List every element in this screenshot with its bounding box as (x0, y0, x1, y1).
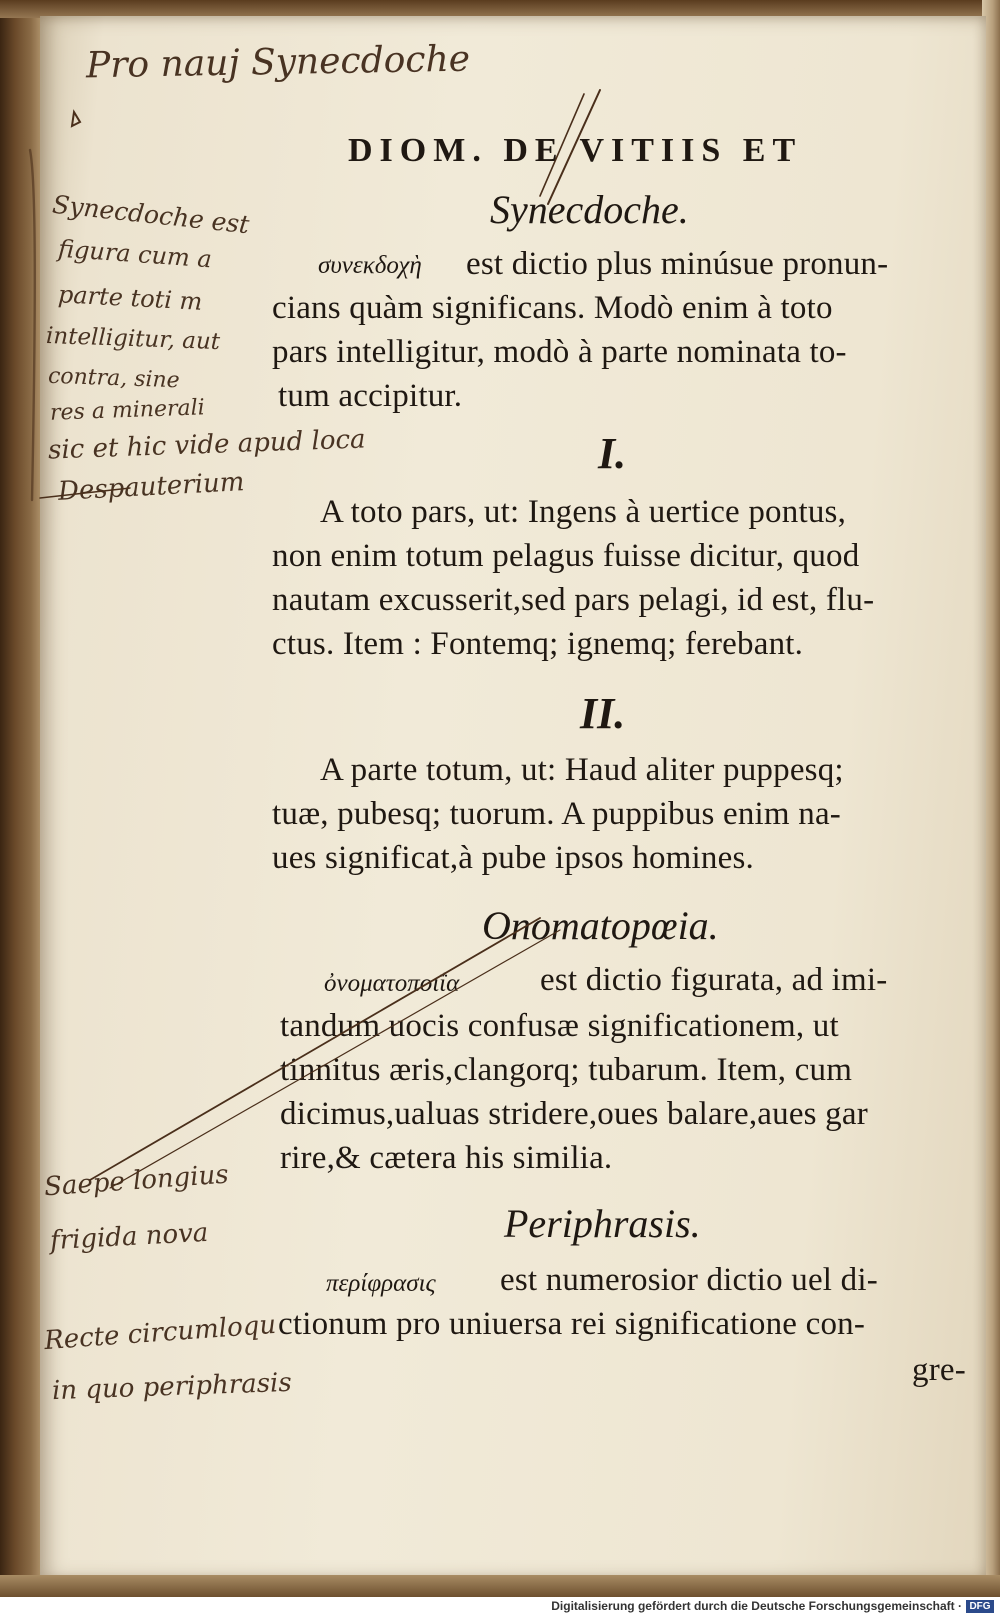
periphrasis-line-1: est numerosior dictio uel di- (500, 1262, 878, 1298)
margin-note-synecdoche-4: intelligitur, aut (45, 322, 221, 356)
margin-note-periphrasis-4: in quo periphrasis (51, 1367, 293, 1407)
synecdoche-line-3: pars intelligitur, modò à parte nominata to- (272, 334, 847, 370)
periphrasis-greek-term: περίφρασις (326, 1270, 436, 1297)
part-one-line-4: ctus. Item : Fontemq; ignemq; ferebant. (272, 626, 804, 662)
part-two-line-2: tuæ, pubesq; tuorum. A puppibus enim na- (272, 796, 841, 832)
margin-note-periphrasis-1: Saepe longius (43, 1159, 230, 1203)
onomatopoeia-line-4: dicimus,ualuas stridere,oues balare,aues gar (280, 1096, 868, 1132)
margin-note-synecdoche-2: figura cum a (57, 234, 213, 274)
digitization-footer (0, 1597, 1000, 1617)
onomatopoeia-title: Onomatopœia. (482, 903, 719, 948)
margin-note-periphrasis-3: Recte circumloqu (43, 1309, 278, 1357)
part-one-line-1: A toto pars, ut: Ingens à uertice pontus, (320, 494, 847, 530)
margin-note-synecdoche-1: Synecdoche est (51, 189, 251, 240)
handwritten-top-note: Pro nauj Synecdoche (85, 38, 471, 87)
pen-stroke-long-diagonal-2 (110, 930, 560, 1188)
synecdoche-line-1: est dictio plus minúsue pronun- (466, 246, 889, 282)
onomatopoeia-line-1: est dictio figurata, ad imi- (540, 962, 888, 998)
periphrasis-title: Periphrasis. (504, 1201, 701, 1246)
part-one-line-3: nautam excusserit,sed pars pelagi, id est, flu- (272, 582, 875, 618)
margin-note-synecdoche-3: parte toti m (57, 280, 204, 316)
part-one-line-2: non enim totum pelagus fuisse dicitur, quod (272, 538, 860, 574)
onomatopoeia-greek-term: ὀνοματοποιΐα (324, 970, 460, 997)
synecdoche-line-2: cians quàm significans. Modò enim à toto (272, 290, 833, 326)
pen-stroke-slash-top-2 (540, 94, 584, 196)
pen-stroke-long-diagonal-1 (90, 918, 540, 1180)
part-two-line-1: A parte totum, ut: Haud aliter puppesq; (320, 752, 844, 788)
onomatopoeia-line-3: tinnitus æris,clangorq; tubarum. Item, cum (280, 1052, 853, 1088)
part-two-line-3: ues significat,à pube ipsos homines. (272, 840, 754, 876)
synecdoche-greek-term: συνεκδοχὴ (318, 252, 422, 279)
margin-note-synecdoche-8: Despauterium (57, 467, 246, 507)
pen-stroke-slash-top (548, 90, 600, 204)
onomatopoeia-line-2: tandum uocis confusæ significationem, ut (280, 1008, 839, 1044)
pen-stroke-underline-margin (40, 488, 130, 498)
dfg-credit-text: Digitalisierung gefördert durch die Deutsche Forschungsgemeinschaft · (551, 1599, 962, 1613)
margin-note-synecdoche-5: contra, sine (47, 363, 181, 394)
pen-stroke-mark-left (72, 112, 80, 126)
onomatopoeia-line-5: rire,& cætera his similia. (280, 1140, 613, 1176)
synecdoche-line-4: tum accipitur. (278, 378, 463, 414)
pen-stroke-bracket (30, 150, 35, 500)
margin-note-synecdoche-7: sic et hic vide apud loca (47, 424, 367, 466)
running-head: DIOM. DE VITIIS ET (348, 132, 803, 169)
margin-note-periphrasis-2: frigida nova (49, 1217, 210, 1257)
periphrasis-line-2: ctionum pro uniuersa rei significatione con- (278, 1306, 866, 1342)
catchword: gre- (912, 1352, 966, 1388)
numeral-one: I. (598, 429, 627, 478)
synecdoche-title: Synecdoche. (490, 187, 689, 232)
numeral-two: II. (580, 689, 626, 738)
margin-note-synecdoche-6: res a minerali (49, 395, 206, 426)
dfg-logo: DFG (966, 1600, 994, 1613)
